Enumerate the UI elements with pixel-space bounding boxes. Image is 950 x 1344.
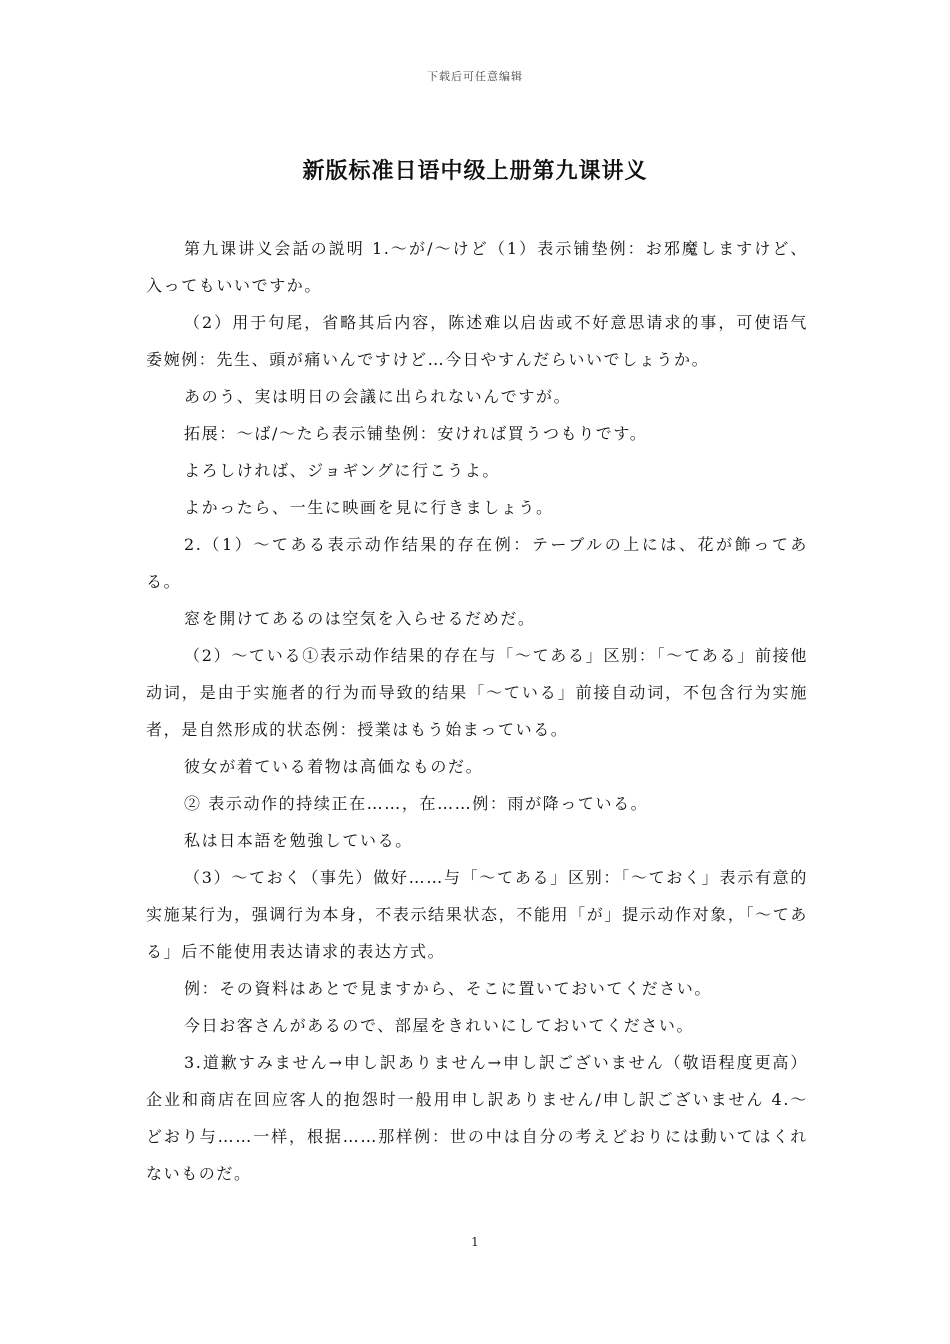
paragraph: （3）～ておく（事先）做好……与「～てある」区别：「～ておく」表示有意的实施某行为，强调行为本身，不表示结果状态，不能用「が」提示动作对象，「～てある」后不能使用表达请求的表达方式。 — [146, 868, 808, 961]
paragraph: あのう、実は明日の会議に出られないんですが。 — [184, 387, 572, 406]
paragraph: 窓を開けてあるのは空気を入らせるだめだ。 — [184, 609, 536, 628]
page-header: 下载后可任意编辑 — [427, 70, 523, 83]
paragraph: 例：その資料はあとで見ますから、そこに置いておいてください。 — [184, 979, 713, 998]
document-body — [146, 230, 808, 1192]
paragraph: よろしければ、ジョギングに行こうよ。 — [184, 461, 501, 480]
paragraph: よかったら、一生に映画を見に行きましょう。 — [184, 498, 554, 517]
paragraph: （2）～ている①表示动作结果的存在与「～てある」区别：「～てある」前接他动词，是由于实施者的行为而导致的结果「～ている」前接自动词，不包含行为实施者，是自然形成的状态例：授業はもう始まっている。 — [146, 646, 808, 739]
paragraph: 彼女が着ている着物は高価なものだ。 — [184, 757, 484, 776]
paragraph: 拓展：～ば/～たら表示铺垫例：安ければ買うつもりです。 — [184, 424, 648, 443]
paragraph: 私は日本語を勉強している。 — [184, 831, 413, 850]
paragraph: 今日お客さんがあるので、部屋をきれいにしておいてください。 — [184, 1016, 695, 1035]
paragraph: 2.（1）～てある表示动作结果的存在例：テーブルの上には、花が飾ってある。 — [146, 535, 808, 591]
paragraph: ② 表示动作的持续正在……，在……例：雨が降っている。 — [184, 794, 649, 813]
document-title: 新版标准日语中级上册第九课讲义 — [302, 158, 648, 184]
paragraph: （2）用于句尾，省略其后内容，陈述难以启齿或不好意思请求的事，可使语气委婉例：先生、頭が痛いんですけど…今日やすんだらいいでしょうか。 — [146, 313, 808, 369]
page-number: 1 — [471, 1235, 479, 1249]
paragraph: 第九课讲义会話の説明 1.～が/～けど（1）表示铺垫例：お邪魔しますけど、入ってもいいですか。 — [146, 239, 808, 295]
paragraph: 3.道歉すみません→申し訳ありません→申し訳ございません（敬语程度更高）企业和商店在回应客人的抱怨时一般用申し訳ありません/申し訳ございません 4.～どおり与……一样，根据……那样例：世の中は自分の考えどおりには動いてはくれないものだ。 — [146, 1053, 808, 1183]
